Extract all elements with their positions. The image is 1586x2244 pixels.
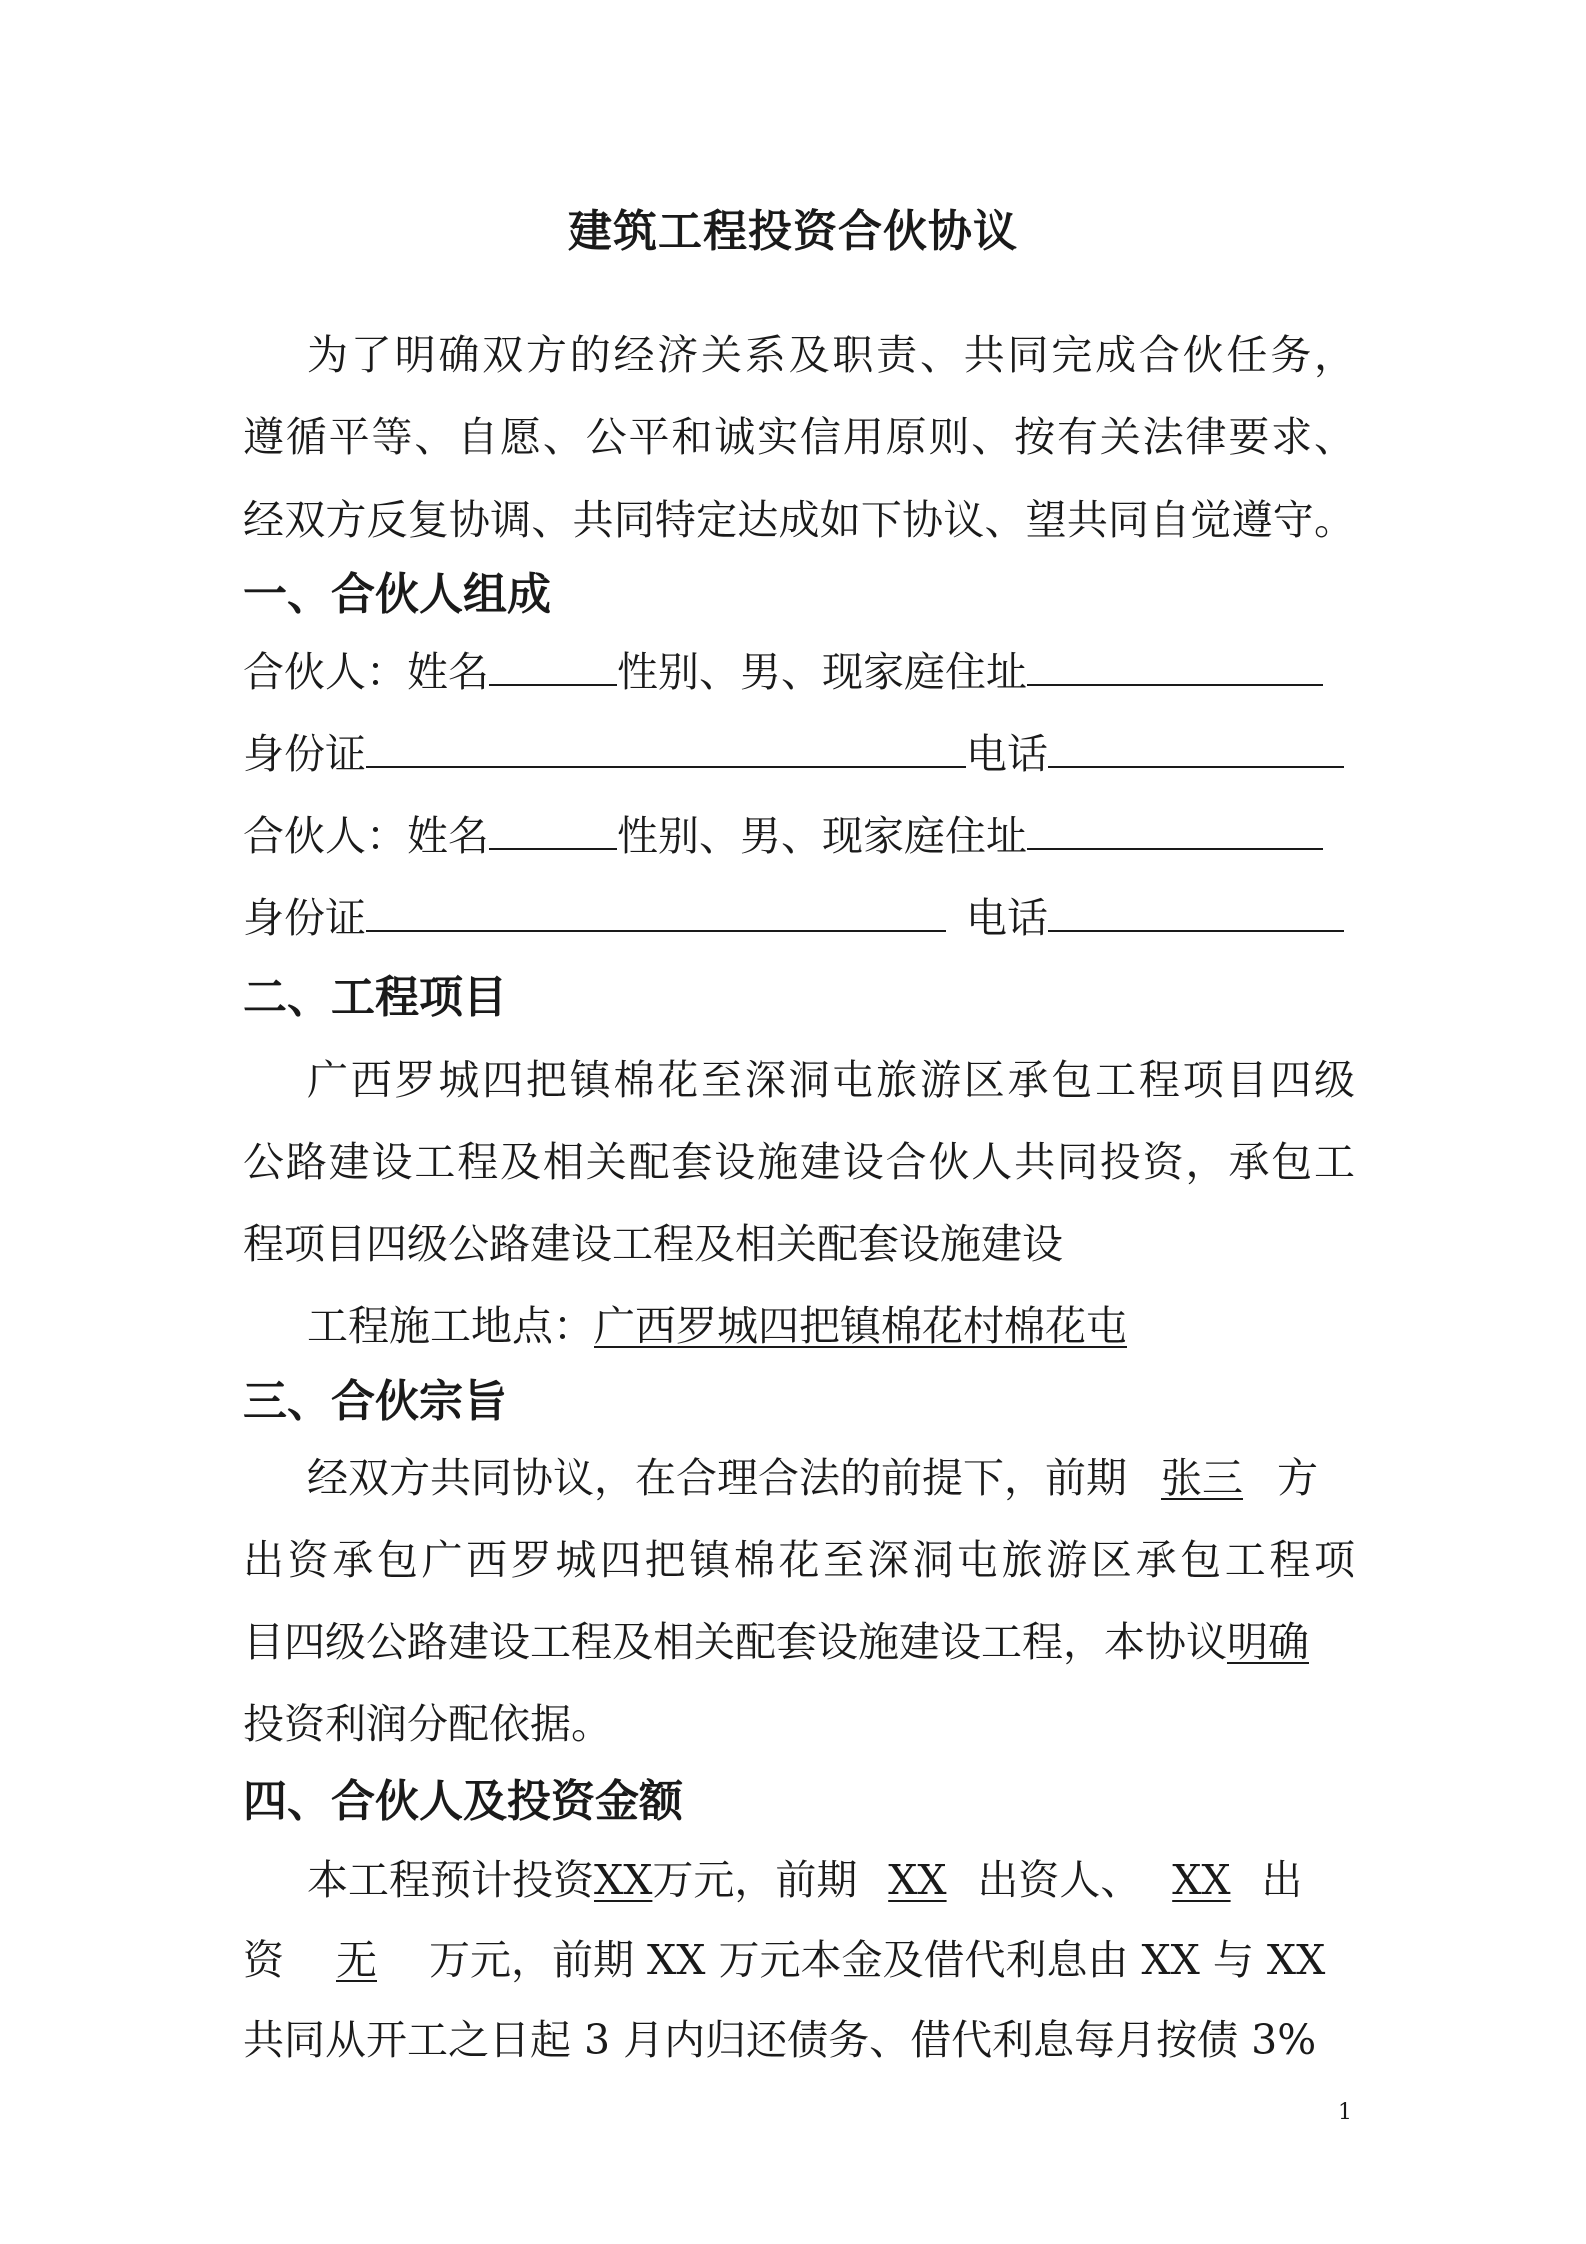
site-line	[307, 1296, 1355, 1356]
phone-blank	[1048, 886, 1344, 932]
partner-name-blank	[489, 804, 617, 850]
site-label: 工程施工地点：	[307, 1302, 594, 1350]
investment-text: 本工程预计投资	[307, 1856, 594, 1904]
investment-line-2	[243, 1930, 1355, 1990]
section-heading-4: 四、合伙人及投资金额	[243, 1776, 683, 1827]
partner-row-1	[243, 640, 1355, 702]
intro-line-3: 经双方反复协调、共同特定达成如下协议、望共同自觉遵守。	[243, 496, 1355, 544]
purpose-text-end: 方	[1277, 1454, 1318, 1502]
phone-blank	[1048, 722, 1344, 768]
investment-text: 万元，前期	[652, 1856, 858, 1904]
purpose-line-4: 投资利润分配依据。	[243, 1700, 612, 1748]
id-row-2	[243, 886, 1355, 948]
id-label: 身份证	[243, 894, 366, 942]
intro-line-1: 为了明确双方的经济关系及职责、共同完成合伙任务，	[307, 331, 1355, 379]
investor-1: XX	[888, 1856, 947, 1904]
investment-line-1	[307, 1850, 1355, 1910]
investment-text: 万元，前期 XX 万元本金及借代利息由 XX 与 XX	[429, 1936, 1326, 1984]
purpose-line-1	[307, 1448, 1355, 1508]
investment-none: 无	[336, 1936, 377, 1984]
id-blank	[366, 886, 946, 932]
id-row-1	[243, 722, 1355, 784]
page-number: 1	[1338, 2100, 1352, 2125]
phone-label: 电话	[966, 894, 1048, 942]
id-label: 身份证	[243, 730, 366, 778]
section-heading-3: 三、合伙宗旨	[243, 1376, 507, 1427]
purpose-line-2: 出资承包广西罗城四把镇棉花至深洞屯旅游区承包工程项	[243, 1536, 1355, 1584]
address-blank	[1027, 804, 1323, 850]
purpose-text: 经双方共同协议，在合理合法的前提下，前期	[307, 1454, 1127, 1502]
investment-text: 出	[1261, 1856, 1303, 1904]
party-name: 张三	[1161, 1454, 1243, 1502]
investor-2: XX	[1172, 1856, 1231, 1904]
document-title: 建筑工程投资合伙协议	[568, 206, 1018, 257]
partner-name-label: 合伙人：姓名	[243, 648, 489, 696]
partner-row-2	[243, 804, 1355, 866]
investment-amount: XX	[594, 1856, 653, 1904]
project-line-2: 公路建设工程及相关配套设施建设合伙人共同投资，承包工	[243, 1138, 1355, 1186]
intro-line-2: 遵循平等、自愿、公平和诚实信用原则、按有关法律要求、	[243, 413, 1355, 461]
purpose-underlined: 明确	[1227, 1618, 1309, 1666]
id-blank	[366, 722, 966, 768]
investment-text: 资	[243, 1936, 284, 1984]
project-line-1: 广西罗城四把镇棉花至深洞屯旅游区承包工程项目四级	[307, 1056, 1355, 1104]
site-value: 广西罗城四把镇棉花村棉花屯	[594, 1302, 1127, 1350]
section-heading-1: 一、合伙人组成	[243, 569, 551, 620]
gender-address-label: 性别、男、现家庭住址	[617, 812, 1027, 860]
purpose-line-3	[243, 1612, 1355, 1672]
gender-address-label: 性别、男、现家庭住址	[617, 648, 1027, 696]
project-line-3: 程项目四级公路建设工程及相关配套设施建设	[243, 1220, 1063, 1268]
partner-name-label: 合伙人：姓名	[243, 812, 489, 860]
investment-text: 出资人、	[977, 1856, 1142, 1904]
partner-name-blank	[489, 640, 617, 686]
phone-label: 电话	[966, 730, 1048, 778]
investment-line-3: 共同从开工之日起 3 月内归还债务、借代利息每月按债 3%	[243, 2016, 1317, 2064]
address-blank	[1027, 640, 1323, 686]
purpose-text: 目四级公路建设工程及相关配套设施建设工程，本协议	[243, 1618, 1227, 1666]
section-heading-2: 二、工程项目	[243, 972, 507, 1023]
